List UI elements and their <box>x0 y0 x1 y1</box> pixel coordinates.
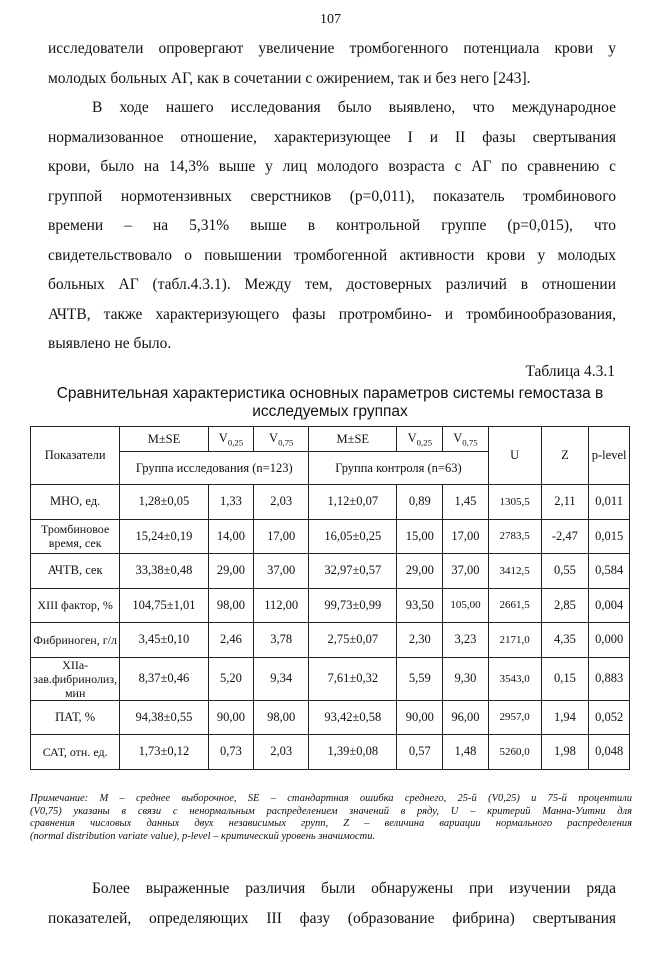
cell-a2: 93,50 <box>397 588 443 623</box>
header-v025-control: $V_{0,25}$ <box>397 427 443 452</box>
cell-b2: 96,00 <box>443 700 489 735</box>
header-mse-control: M±SE <box>309 427 397 452</box>
cell-label: ПАТ, % <box>31 700 120 735</box>
cell-b2: 17,00 <box>443 519 489 554</box>
text-line: АЧТВ, также характеризующего фазы протромбино- и тромбинообразования, <box>48 305 616 323</box>
cell-z: -2,47 <box>541 519 589 554</box>
cell-m1: 15,24±0,19 <box>120 519 208 554</box>
cell-m2: 7,61±0,32 <box>309 657 397 700</box>
text-line: молодых больных АГ, как в сочетании с ожирением, так и без него [243]. <box>48 69 531 87</box>
cell-b2: 3,23 <box>443 623 489 658</box>
text-line: группой нормотензивных сверстников (p=0,011), показатель тромбинового <box>48 187 616 205</box>
cell-z: 0,15 <box>541 657 589 700</box>
cell-u: 3543,0 <box>488 657 541 700</box>
header-p-level: p-level <box>589 427 630 485</box>
text-line: больных АГ (табл.4.3.1). Между тем, достоверных различий в отношении <box>48 276 616 293</box>
cell-b1: 37,00 <box>254 554 309 589</box>
header-mse-study: M±SE <box>120 427 208 452</box>
cell-label: САТ, отн. ед. <box>31 735 120 770</box>
cell-label: XIII фактор, % <box>31 588 120 623</box>
cell-m2: 32,97±0,57 <box>309 554 397 589</box>
cell-p: 0,011 <box>589 485 630 520</box>
cell-z: 2,11 <box>541 485 589 520</box>
cell-m1: 3,45±0,10 <box>120 623 208 658</box>
cell-m2: 1,39±0,08 <box>309 735 397 770</box>
cell-label: Тромбиновое время, сек <box>31 519 120 554</box>
text-line: исследователи опровергают увеличение тромбогенного потенциала крови у <box>48 40 616 57</box>
cell-m1: 94,38±0,55 <box>120 700 208 735</box>
cell-u: 1305,5 <box>488 485 541 520</box>
header-v075-control: $V_{0,75}$ <box>443 427 489 452</box>
cell-a1: 1,33 <box>208 485 254 520</box>
cell-label: МНО, ед. <box>31 485 120 520</box>
cell-a2: 0,89 <box>397 485 443 520</box>
cell-p: 0,015 <box>589 519 630 554</box>
cell-b2: 1,48 <box>443 735 489 770</box>
cell-b1: 9,34 <box>254 657 309 700</box>
table-row <box>31 735 630 770</box>
cell-u: 3412,5 <box>488 554 541 589</box>
table-row <box>31 485 630 520</box>
cell-a2: 29,00 <box>397 554 443 589</box>
table-row <box>31 588 630 623</box>
caption-line: Сравнительная характеристика основных параметров системы гемостаза в <box>56 385 604 402</box>
table-row <box>31 623 630 658</box>
cell-b1: 2,03 <box>254 735 309 770</box>
cell-a2: 90,00 <box>397 700 443 735</box>
note-line: (normal distribution variate value), p-level – критический уровень значимости. <box>30 830 376 842</box>
cell-p: 0,584 <box>589 554 630 589</box>
cell-a1: 2,46 <box>208 623 254 658</box>
cell-m1: 8,37±0,46 <box>120 657 208 700</box>
cell-a1: 5,20 <box>208 657 254 700</box>
cell-a2: 0,57 <box>397 735 443 770</box>
text-line: выявлено не было. <box>48 335 172 352</box>
cell-m1: 1,28±0,05 <box>120 485 208 520</box>
cell-z: 2,85 <box>541 588 589 623</box>
table-label: Таблица 4.3.1 <box>525 363 615 380</box>
cell-m1: 1,73±0,12 <box>120 735 208 770</box>
cell-m2: 1,12±0,07 <box>309 485 397 520</box>
cell-u: 2171,0 <box>488 623 541 658</box>
results-paragraph <box>48 93 616 359</box>
cell-label: Фибриноген, г/л <box>31 623 120 658</box>
cell-a1: 29,00 <box>208 554 254 589</box>
cell-a1: 0,73 <box>208 735 254 770</box>
header-indicators: Показатели <box>31 427 120 485</box>
cell-p: 0,883 <box>589 657 630 700</box>
cell-b1: 2,03 <box>254 485 309 520</box>
cell-m1: 104,75±1,01 <box>120 588 208 623</box>
cell-b2: 37,00 <box>443 554 489 589</box>
cell-a1: 90,00 <box>208 700 254 735</box>
hemostasis-table <box>30 426 630 770</box>
text-line: Более выраженные различия были обнаружены при изучении ряда <box>92 880 616 897</box>
cell-b2: 9,30 <box>443 657 489 700</box>
table-row <box>31 519 630 554</box>
cell-a1: 14,00 <box>208 519 254 554</box>
cell-m2: 93,42±0,58 <box>309 700 397 735</box>
cell-p: 0,052 <box>589 700 630 735</box>
cell-p: 0,000 <box>589 623 630 658</box>
cell-a2: 15,00 <box>397 519 443 554</box>
table-note <box>30 793 632 843</box>
header-group-study: Группа исследования (n=123) <box>120 452 309 485</box>
text-line: показателей, определяющих III фазу (образование фибрина) свертывания <box>48 909 616 927</box>
header-v025-study: $V_{0,25}$ <box>208 427 254 452</box>
table-row <box>31 554 630 589</box>
text-line: нормализованное отношение, характеризующее I и II фазы свертывания <box>48 128 616 146</box>
header-z: Z <box>541 427 589 485</box>
cell-b1: 17,00 <box>254 519 309 554</box>
cell-u: 2783,5 <box>488 519 541 554</box>
intro-paragraph <box>48 34 616 93</box>
cell-u: 2661,5 <box>488 588 541 623</box>
caption-line: исследуемых группах <box>252 403 408 420</box>
cell-b2: 1,45 <box>443 485 489 520</box>
cell-b1: 3,78 <box>254 623 309 658</box>
cell-z: 1,94 <box>541 700 589 735</box>
final-paragraph <box>48 874 616 933</box>
cell-z: 0,55 <box>541 554 589 589</box>
cell-label: АЧТВ, сек <box>31 554 120 589</box>
cell-b2: 105,00 <box>443 588 489 623</box>
header-v075-study: $V_{0,75}$ <box>254 427 309 452</box>
note-line: сравнения числовых данных двух независимых групп, Z – величина вариации нормального распределения <box>30 818 632 829</box>
cell-a1: 98,00 <box>208 588 254 623</box>
cell-p: 0,048 <box>589 735 630 770</box>
cell-m1: 33,38±0,48 <box>120 554 208 589</box>
note-line: Примечание: M – среднее выборочное, SE – стандартная ошибка среднего, 25-й (V0,25) и 75-й процентили <box>30 793 632 804</box>
cell-b1: 98,00 <box>254 700 309 735</box>
cell-p: 0,004 <box>589 588 630 623</box>
cell-a2: 2,30 <box>397 623 443 658</box>
cell-m2: 99,73±0,99 <box>309 588 397 623</box>
text-line: времени – на 5,31% выше в контрольной группе (p=0,015), что <box>48 217 616 234</box>
text-line: В ходе нашего исследования было выявлено, что международное <box>92 99 616 116</box>
cell-z: 1,98 <box>541 735 589 770</box>
table-caption <box>30 385 630 421</box>
page-number: 107 <box>320 12 341 27</box>
cell-u: 5260,0 <box>488 735 541 770</box>
header-u: U <box>488 427 541 485</box>
cell-m2: 16,05±0,25 <box>309 519 397 554</box>
note-line: (V0,75) указаны в связи с ненормальным распределением значений в ряду, U – критерий Манна-Уитни для <box>30 805 632 817</box>
cell-z: 4,35 <box>541 623 589 658</box>
cell-m2: 2,75±0,07 <box>309 623 397 658</box>
text-line: свидетельствовало о повышении тромбогенной активности крови у молодых <box>48 246 616 264</box>
cell-a2: 5,59 <box>397 657 443 700</box>
cell-u: 2957,0 <box>488 700 541 735</box>
cell-label: XIIa-зав.фибринолиз, мин <box>31 657 120 700</box>
table-row <box>31 657 630 700</box>
text-line: крови, было на 14,3% выше у лиц молодого возраста с АГ по сравнению с <box>48 158 616 175</box>
table-row <box>31 700 630 735</box>
header-group-control: Группа контроля (n=63) <box>309 452 489 485</box>
cell-b1: 112,00 <box>254 588 309 623</box>
